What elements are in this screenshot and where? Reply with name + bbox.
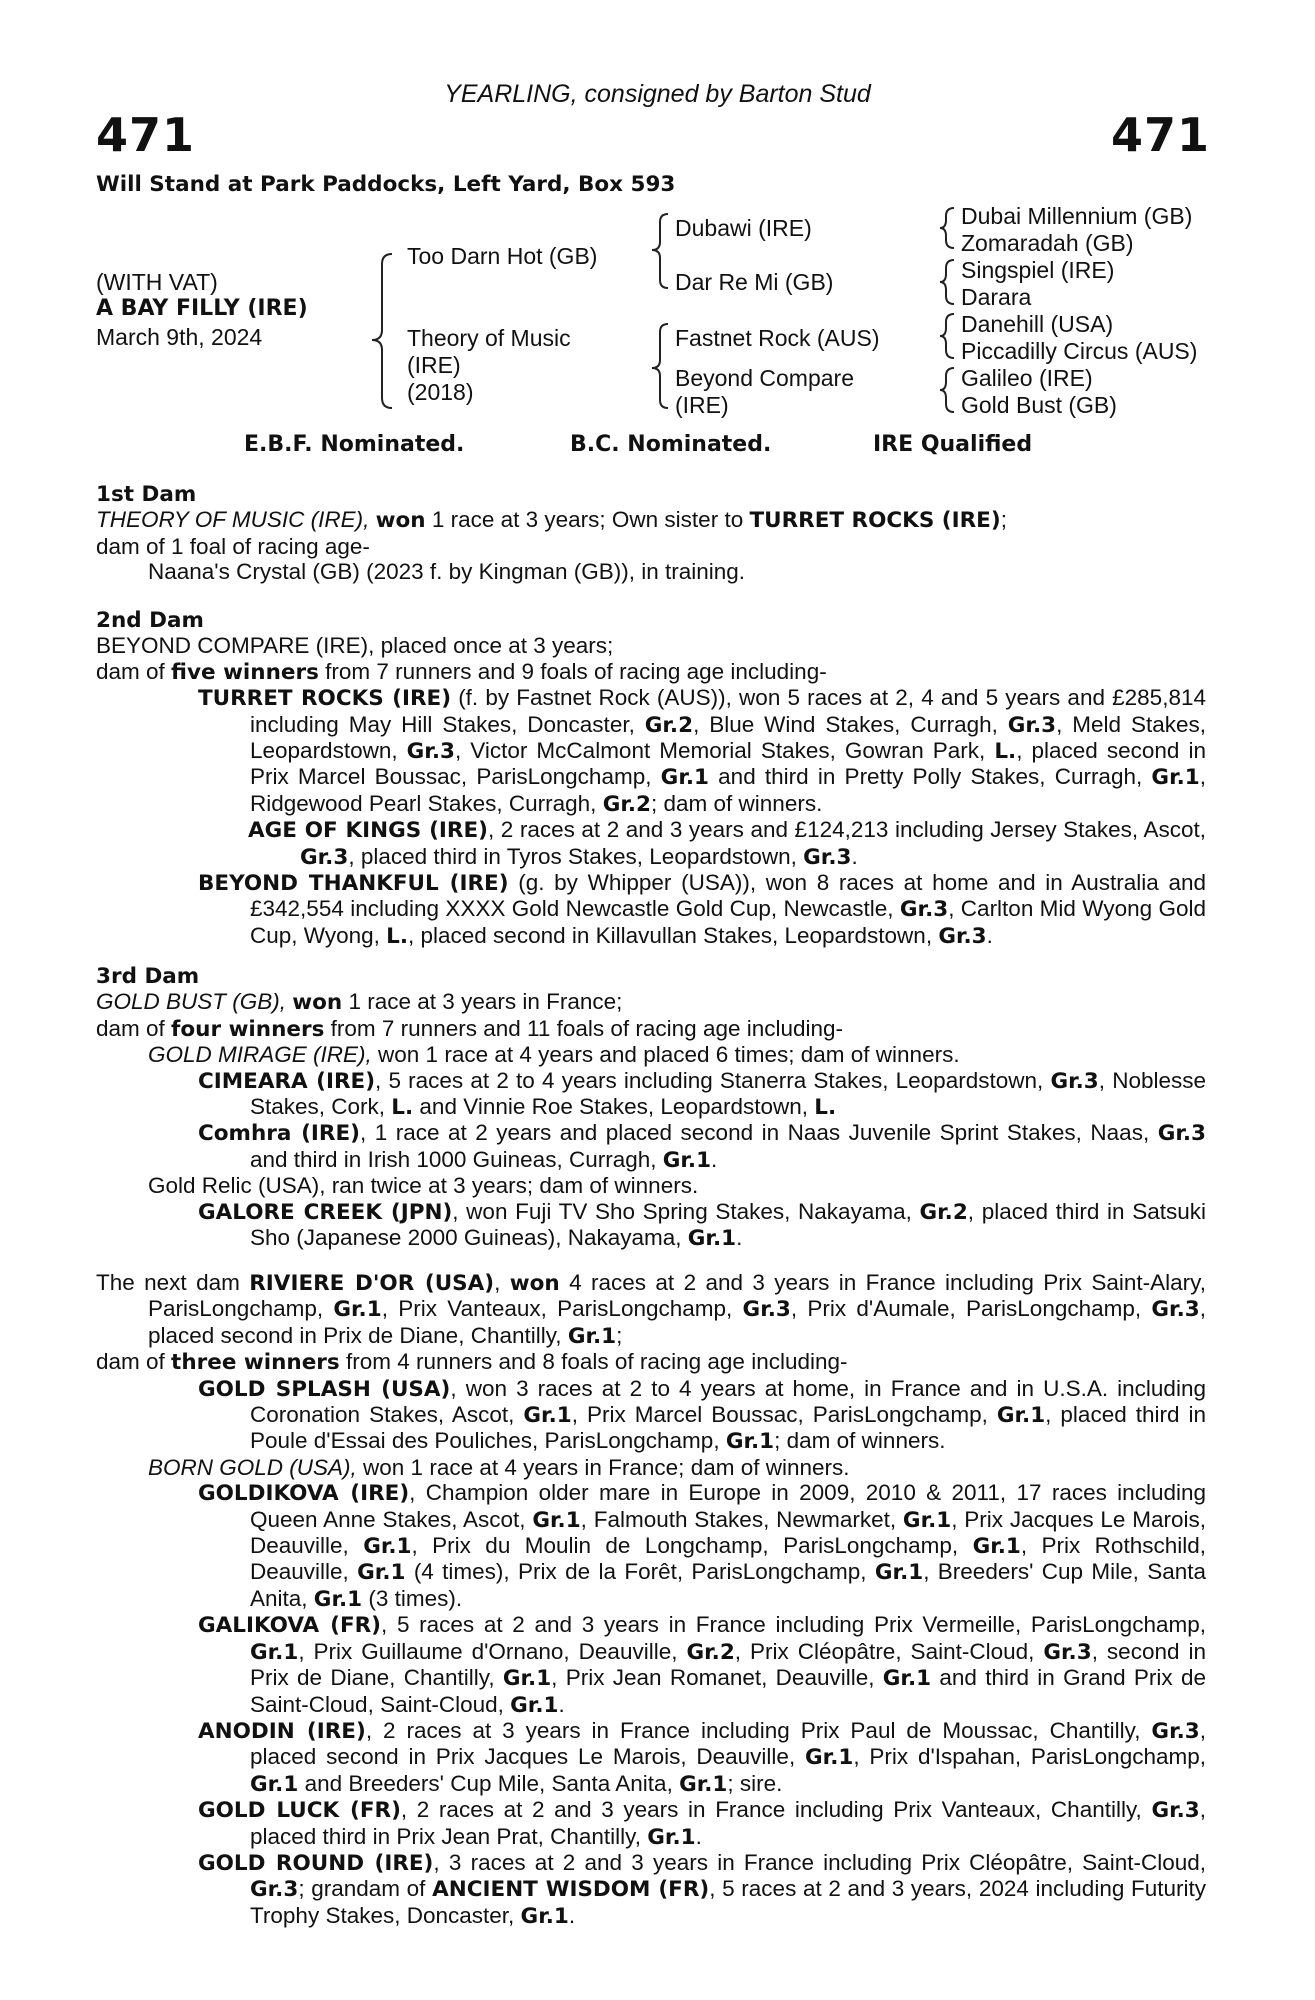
dam-line-3: (2018)	[407, 379, 474, 405]
grandproduce-goldikova: GOLDIKOVA (IRE), Champion older mare in Europe in 2009, 2010 & 2011, 17 races including Queen Anne Stakes, Ascot, Gr.1, Falmouth Stakes, Newmarket, Gr.1, Prix Jacques Le Marois, Deauville, Gr.1, Prix du Moulin de Longchamp, ParisLongchamp, Gr.1, Prix Rothschild, Deauville, Gr.1 (4 times), Prix de la Forêt, ParisLongchamp, Gr.1, Breeders' Cup Mile, Santa Anita, Gr.1 (3 times).	[198, 1480, 1207, 1612]
ebf-nomination: E.B.F. Nominated.	[244, 432, 465, 457]
gg-sire-1: Dubai Millennium (GB)	[961, 203, 1193, 229]
first-dam-produce: dam of 1 foal of racing age-	[96, 533, 370, 559]
dam-line-1: Theory of Music	[407, 325, 571, 351]
third-dam-entry: GOLD BUST (GB), won 1 race at 3 years in France;	[96, 989, 623, 1016]
dam-brace-shape	[652, 324, 668, 408]
sire-dam: Dar Re Mi (GB)	[675, 269, 834, 295]
g2-brace-shape	[940, 260, 954, 304]
gg-dam-3: Piccadilly Circus (AUS)	[961, 338, 1198, 364]
gg-dam-4: Gold Bust (GB)	[961, 392, 1117, 418]
grandproduce-anodin: ANODIN (IRE), 2 races at 3 years in France including Prix Paul de Moussac, Chantilly, Gr.3, placed second in Prix Jacques Le Marois, Deauville, Gr.1, Prix d'Ispahan, ParisLongchamp, Gr.1 and Breeders' Cup Mile, Santa Anita, Gr.1; sire.	[198, 1717, 1206, 1797]
gg-dam-1: Zomaradah (GB)	[961, 230, 1134, 256]
dam-dam-line-1: Beyond Compare	[675, 365, 854, 391]
grandproduce-galikova: GALIKOVA (FR), 5 races at 2 and 3 years in France including Prix Vermeille, ParisLongchamp, Gr.1, Prix Guillaume d'Ornano, Deauville, Gr.2, Prix Cléopâtre, Saint-Cloud, Gr.3, second in Prix de Diane, Chantilly, Gr.1, Prix Jean Romanet, Deauville, Gr.1 and third in Grand Prix de Saint-Cloud, Saint-Cloud, Gr.1.	[198, 1612, 1206, 1718]
grandproduce-gold-round: GOLD ROUND (IRE), 3 races at 2 and 3 years in France including Prix Cléopâtre, Saint-Cloud, Gr.3; grandam of ANCIENT WISDOM (FR), 5 races at 2 and 3 years, 2024 including Futurity Trophy Stakes, Doncaster, Gr.1.	[198, 1849, 1207, 1929]
sire-sire: Dubawi (IRE)	[675, 215, 812, 241]
produce-gold-relic: Gold Relic (USA), ran twice at 3 years; dam of winners.	[148, 1173, 699, 1199]
second-dam-heading: 2nd Dam	[96, 608, 204, 633]
grandproduce-age-of-kings: AGE OF KINGS (IRE), 2 races at 2 and 3 years and £124,213 including Jersey Stakes, Ascot, Gr.3, placed third in Tyros Stakes, Leopardstown, Gr.3.	[248, 817, 1206, 870]
g4-brace-shape	[940, 368, 954, 412]
grandproduce-cimeara: CIMEARA (IRE), 5 races at 2 to 4 years including Stanerra Stakes, Leopardstown, Gr.3, Noblesse Stakes, Cork, L. and Vinnie Roe Stakes, Leopardstown, L.	[198, 1067, 1206, 1121]
stand-location: Will Stand at Park Paddocks, Left Yard, Box 593	[96, 172, 676, 197]
foaling-date: March 9th, 2024	[96, 324, 263, 350]
sire: Too Darn Hot (GB)	[407, 243, 598, 269]
third-dam-section	[96, 964, 1206, 1251]
grandproduce-comhra: Comhra (IRE), 1 race at 2 years and placed second in Naas Juvenile Sprint Stakes, Naas, Gr.3 and third in Irish 1000 Guineas, Curragh, Gr.1.	[198, 1120, 1206, 1173]
produce-born-gold: BORN GOLD (USA), won 1 race at 4 years in France; dam of winners.	[148, 1454, 850, 1480]
dam-sire: Fastnet Rock (AUS)	[675, 325, 880, 351]
dam-line-2: (IRE)	[407, 352, 461, 378]
first-dam-entry: THEORY OF MUSIC (IRE), won 1 race at 3 years; Own sister to TURRET ROCKS (IRE);	[96, 507, 1007, 534]
produce-beyond-thankful: BEYOND THANKFUL (IRE) (g. by Whipper (USA)), won 8 races at home and in Australia and £342,554 including XXXX Gold Newcastle Gold Cup, Newcastle, Gr.3, Carlton Mid Wyong Gold Cup, Wyong, L., placed second in Killavullan Stakes, Leopardstown, Gr.3.	[198, 870, 1206, 949]
second-dam-section	[96, 608, 1206, 949]
grandproduce-galore-creek: GALORE CREEK (JPN), won Fuji TV Sho Spring Stakes, Nakayama, Gr.2, placed third in Satsuki Sho (Japanese 2000 Guineas), Nakayama, Gr.1.	[198, 1198, 1207, 1252]
gg-sire-4: Galileo (IRE)	[961, 365, 1093, 391]
second-dam-entry: BEYOND COMPARE (IRE), placed once at 3 years;	[96, 633, 614, 659]
first-dam-foal: Naana's Crystal (GB) (2023 f. by Kingman (GB)), in training.	[148, 559, 746, 585]
next-dam-produce: dam of three winners from 4 runners and 8 foals of racing age including-	[96, 1349, 848, 1376]
produce-gold-mirage: GOLD MIRAGE (IRE), won 1 race at 4 years and placed 6 times; dam of winners.	[148, 1042, 960, 1068]
sire-brace-shape	[652, 214, 668, 288]
first-dam-heading: 1st Dam	[96, 482, 197, 507]
horse-name: A BAY FILLY (IRE)	[96, 296, 308, 321]
third-dam-produce: dam of four winners from 7 runners and 11 foals of racing age including-	[96, 1015, 844, 1042]
third-dam-heading: 3rd Dam	[96, 964, 200, 989]
gg-sire-3: Danehill (USA)	[961, 311, 1114, 337]
lot-number-right: 471	[1110, 108, 1210, 162]
g1-brace-shape	[940, 208, 954, 248]
gg-dam-2: Darara	[961, 284, 1032, 310]
bc-nomination: B.C. Nominated.	[570, 432, 772, 457]
g3-brace-shape	[940, 314, 954, 358]
gg-sire-2: Singspiel (IRE)	[961, 257, 1115, 283]
second-dam-produce: dam of five winners from 7 runners and 9 foals of racing age including-	[96, 658, 827, 685]
main-brace-shape	[372, 254, 392, 408]
produce-gold-splash: GOLD SPLASH (USA), won 3 races at 2 to 4 years at home, in France and in U.S.A. including Coronation Stakes, Ascot, Gr.1, Prix Marcel Boussac, ParisLongchamp, Gr.1, placed third in Poule d'Essai des Pouliches, ParisLongchamp, Gr.1; dam of winners.	[198, 1375, 1206, 1455]
consignment-line: YEARLING, consigned by Barton Stud	[444, 80, 871, 108]
ire-qualified: IRE Qualified	[873, 432, 1033, 457]
vat-note: (WITH VAT)	[96, 269, 218, 295]
next-dam-entry: The next dam RIVIERE D'OR (USA), won 4 races at 2 and 3 years in France including Prix Saint-Alary, ParisLongchamp, Gr.1, Prix Vanteaux, ParisLongchamp, Gr.3, Prix d'Aumale, ParisLongchamp, Gr.3, placed second in Prix de Diane, Chantilly, Gr.1;	[96, 1270, 1206, 1349]
next-dam-section	[96, 1270, 1206, 1929]
produce-turret-rocks: TURRET ROCKS (IRE) (f. by Fastnet Rock (AUS)), won 5 races at 2, 4 and 5 years and £285,814 including May Hill Stakes, Doncaster, Gr.2, Blue Wind Stakes, Curragh, Gr.3, Meld Stakes, Leopardstown, Gr.3, Victor McCalmont Memorial Stakes, Gowran Park, L., placed second in Prix Marcel Boussac, ParisLongchamp, Gr.1 and third in Pretty Polly Stakes, Curragh, Gr.1, Ridgewood Pearl Stakes, Curragh, Gr.2; dam of winners.	[198, 685, 1206, 817]
first-dam-section	[96, 482, 1206, 585]
lot-number-left: 471	[96, 108, 196, 162]
grandproduce-gold-luck: GOLD LUCK (FR), 2 races at 2 and 3 years in France including Prix Vanteaux, Chantilly, Gr.3, placed third in Prix Jean Prat, Chantilly, Gr.1.	[198, 1797, 1207, 1850]
dam-dam-line-2: (IRE)	[675, 392, 729, 418]
